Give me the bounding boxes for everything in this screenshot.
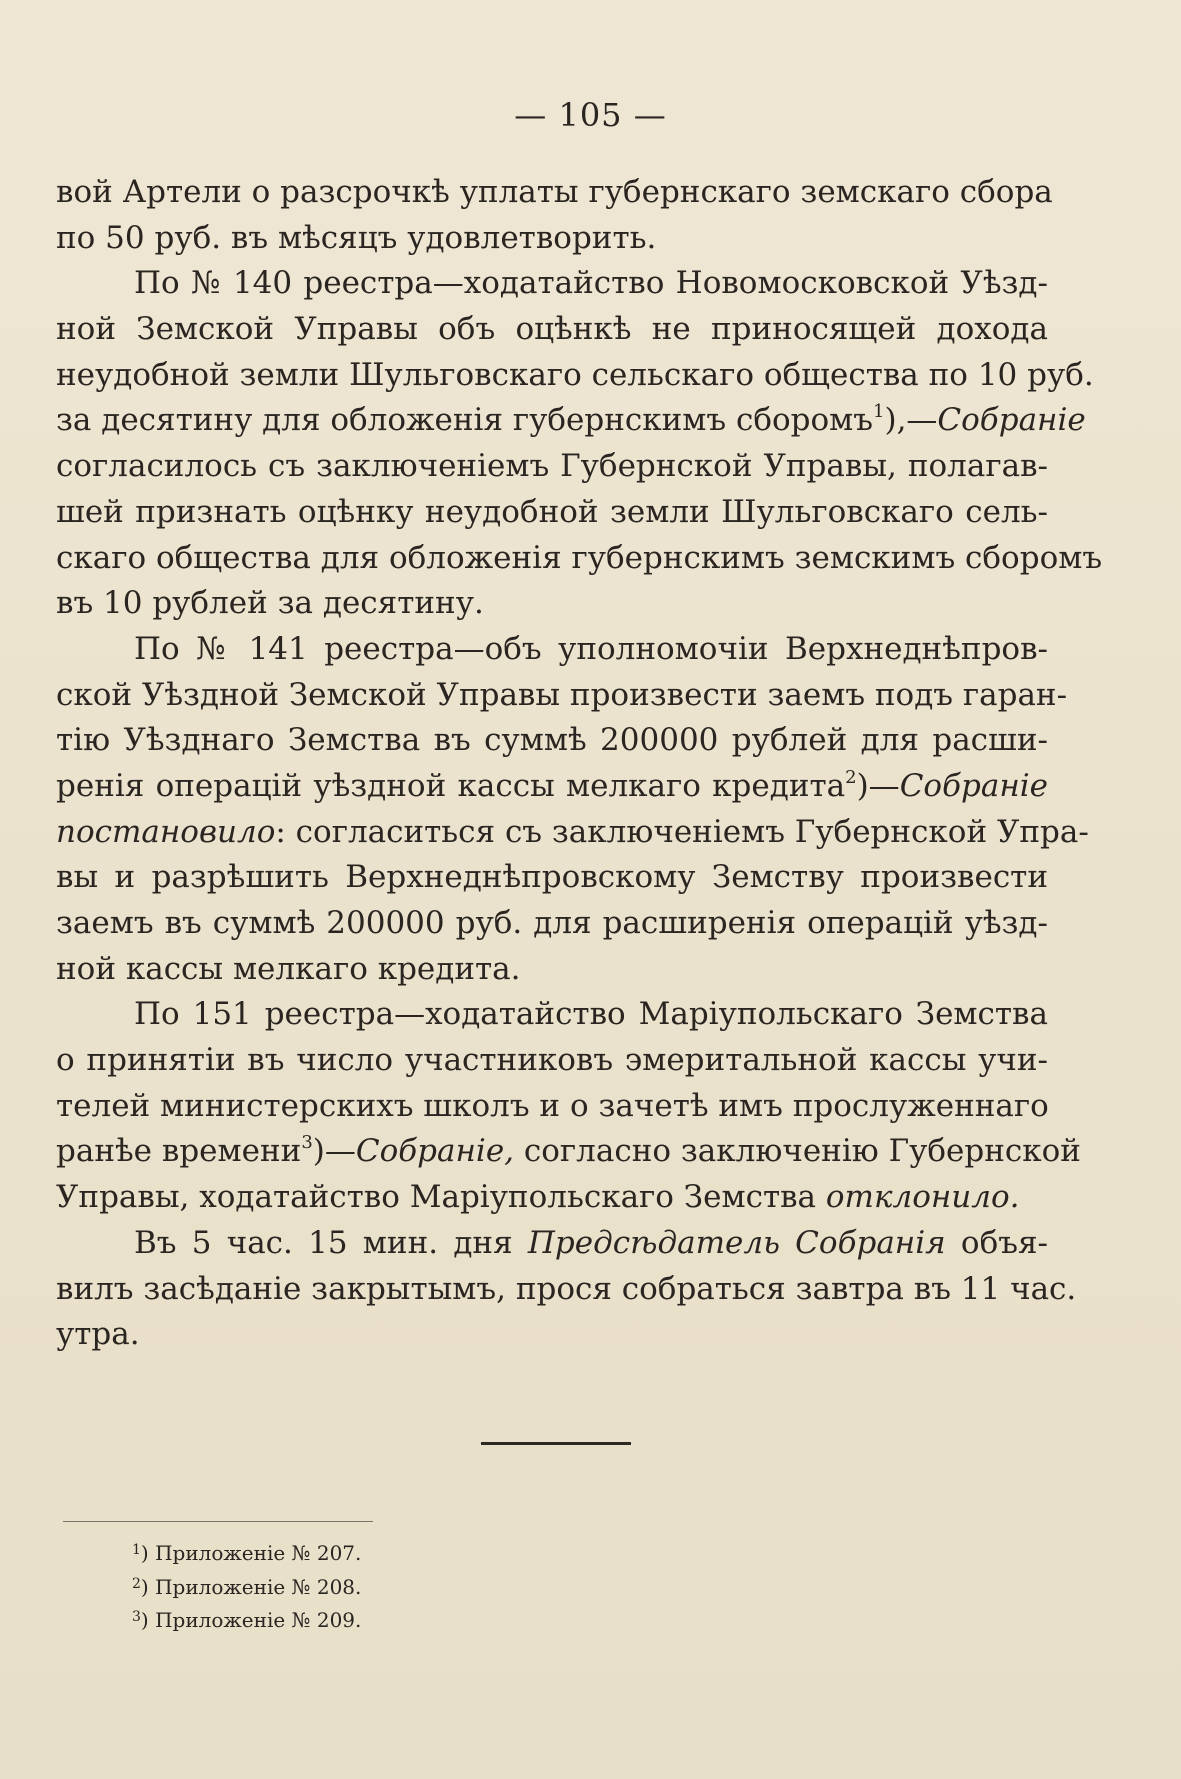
text-segment: о принятіи въ число участниковъ эмеритальной кассы учи- [56,1042,1048,1079]
text-segment: )— [312,1133,356,1170]
italic-text: Предсѣдатель Собранія [527,1224,946,1261]
text-segment: ской Уѣздной Земской Управы произвести заемъ подъ гаран- [56,676,1068,713]
text-line [56,764,1048,810]
text-line [56,444,1048,490]
italic-text: постановило [56,813,276,850]
text-line [56,1175,1048,1221]
text-segment: заемъ въ суммѣ 200000 руб. для расширенія операцій уѣзд- [56,905,1048,941]
italic-text: Собраніе [899,767,1048,804]
text-segment: вилъ засѣданіе закрытымъ, прося собраться завтра въ 11 час. [56,1270,1077,1307]
text-line [56,536,1103,582]
text-segment: Въ 5 час. 15 мин. дня [134,1224,528,1261]
text-line [56,261,1048,307]
footnote-reference: 1 [873,401,885,423]
text-line [56,947,1048,993]
text-segment: По 151 реестра—ходатайство Маріупольскаго Земства [134,996,1048,1033]
text-segment: по 50 руб. въ мѣсяцъ удовлетворить. [56,219,657,256]
footnote-text: ) Приложеніе № 208. [140,1574,362,1599]
footnote-text: ) Приложеніе № 207. [140,1541,362,1565]
text-line [56,992,1048,1038]
text-segment: ренія операцій уѣздной кассы мелкаго кредита [56,767,846,804]
text-line [56,1038,1048,1084]
text-line [56,718,1048,764]
text-line [56,901,1048,947]
text-line [56,1221,1048,1267]
footnote-reference: 3 [301,1132,313,1154]
text-segment: ),— [884,402,938,439]
text-segment: По № 140 реестра—ходатайство Новомосковской Уѣзд- [134,265,1048,302]
text-segment: тію Уѣзднаго Земства въ суммѣ 200000 рублей для расши- [56,722,1048,759]
text-segment: вы и разрѣшить Верхнеднѣпровскому Земству произвести [56,859,1048,896]
text-segment: ранѣе времени [56,1133,302,1170]
text-line [56,353,1094,399]
text-line [56,855,1048,901]
text-line [56,581,1048,627]
text-line [56,216,1048,262]
italic-text: отклонило. [825,1179,1020,1216]
footnote-mark: 2 [132,1575,141,1592]
text-segment: объя- [945,1224,1048,1261]
text-segment: утра. [56,1316,140,1353]
text-line [56,1084,1048,1130]
italic-text: Собраніе, [355,1133,515,1170]
text-line [56,1312,1048,1358]
footnotes [132,1538,361,1639]
text-segment: согласилось съ заключеніемъ Губернской Управы, полагав- [56,448,1048,485]
text-line [56,673,1068,719]
text-line [56,1129,1081,1175]
text-segment: вой Артели о разсрочкѣ уплаты губернскаго земскаго сбора [56,174,1053,210]
footnote-mark: 1 [132,1542,141,1558]
text-line [56,398,1086,444]
footnote-mark: 3 [132,1609,141,1625]
section-end-rule [481,1442,631,1445]
text-line [56,810,1089,856]
text-segment: шей признать оцѣнку неудобной земли Шульговскаго сель- [56,493,1048,530]
text-segment: ной кассы мелкаго кредита. [56,950,521,987]
text-line [56,490,1048,536]
text-segment: Управы, ходатайство Маріупольскаго Земства [56,1179,826,1216]
text-segment: за десятину для обложенія губернскимъ сборомъ [56,402,874,439]
footnote-text: ) Приложеніе № 209. [140,1608,362,1632]
text-line [56,627,1048,673]
text-segment: По № 141 реестра—объ уполномочіи Верхнеднѣпров- [134,630,1048,667]
footnote [132,1538,361,1572]
page-number: — 105 — [514,96,667,134]
footnote-separator [63,1521,373,1522]
italic-text: Собраніе [937,402,1086,439]
footnote [132,1572,361,1606]
footnote-reference: 2 [845,766,857,788]
text-segment: телей министерскихъ школъ и о зачетѣ имъ прослуженнаго [56,1087,1049,1124]
text-segment: )— [856,767,900,804]
text-segment: неудобной земли Шульговскаго сельскаго общества по 10 руб. [56,356,1094,393]
text-line [56,170,1053,216]
text-segment: въ 10 рублей за десятину. [56,585,484,622]
text-line [56,1267,1077,1313]
text-segment: согласно заключенію Губернской [514,1133,1081,1170]
text-segment: ной Земской Управы объ оцѣнкѣ не приносящей дохода [56,311,1048,348]
text-segment: скаго общества для обложенія губернскимъ земскимъ сборомъ [56,539,1103,576]
text-segment: : согласиться съ заключеніемъ Губернской Упра- [275,813,1089,850]
footnote [132,1605,361,1639]
body-text [56,170,1103,1358]
text-line [56,307,1048,353]
